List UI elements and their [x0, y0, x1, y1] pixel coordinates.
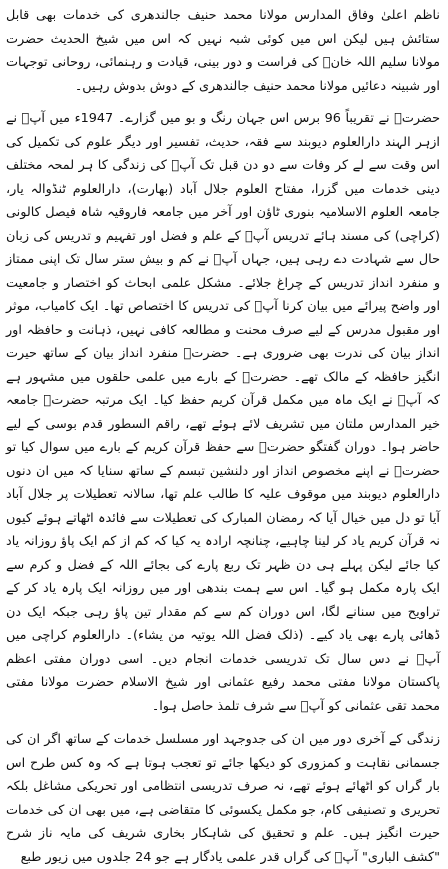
- article-paragraph-1: ناظم اعلیٰ وفاق المدارس مولانا محمد حنیف جالندھری کی خدمات بھی قابل ستائش ہیں لیکن اس میں کوئی شبہ نہیں کہ اس میں شیخ الحدیث حضرت مولانا سلیم اللہ خانؒ کی فراست و دور بینی، قیادت و رہنمائی، روحانی توجہات اور شبینہ دعائیں مولانا محمد حنیف جالندھری کے دوش بدوش رہیں۔: [6, 8, 440, 94]
- article-paragraph-3: زندگی کے آخری دور میں ان کی جدوجہد اور مسلسل خدمات کے ساتھ اگر ان کی جسمانی نقاہت و کمزوری کو دیکھا جائے تو تعجب ہوتا ہے کہ وہ کس طرح اس بار گراں کو اٹھائے ہوئے تھے، نہ صرف تدریسی انتظامی اور تحریکی مشاغل بلکہ تحریری و تصنیفی کام، جو مکمل یکسوئی کا متقاضی ہے، میں بھی ان کی خدمات حیرت انگیز ہیں۔ علم و تحقیق کی شاہکار بخاری شریف کی مایہ ناز شرح "کشف الباری" آپؒ کی گراں قدر علمی یادگار ہے جو 24 جلدوں میں زیور طبع: [6, 732, 440, 865]
- article-paragraph-2: حضرتؒ نے تقریباً 96 برس اس جہان رنگ و بو میں گزارے۔ 1947ء میں آپؒ نے ازہر الہند دارالعلوم دیوبند سے فقہ، حدیث، تفسیر اور دیگر علوم کی تکمیل کی اس وقت سے لے کر وفات سے دو دن قبل تک آپؒ کی زندگی کا ہر لمحہ مختلف دینی خدمات میں گزرا، مفتاح العلوم جلال آباد (بھارت)، دارالعلوم ٹنڈوالہ یار، جامعہ العلوم الاسلامیہ بنوری ٹاؤن اور آخر میں جامعہ فاروقیہ شاہ فیصل کالونی (کراچی) کی مسند ہائے تدریس آپؒ کے علم و فضل اور تفہیم و تدریس کی زبان حال سے شہادت دے رہی ہیں، جہاں آپؒ نے کم و بیش ستر سال تک اپنی ممتاز و منفرد انداز تدریس کے چراغ جلائے۔ مشکل علمی ابحاث کو اختصار و جامعیت اور واضح پیرائے میں بیان کرنا آپؒ کی تدریس کا اختصاص تھا۔ ایک کامیاب، موثر اور مقبول مدرس کے لیے صرف محنت و مطالعہ کافی نہیں، ذہانت و حافظہ اور انداز بیان کی ندرت بھی ضروری ہے۔ حضرتؒ منفرد انداز بیان کے ساتھ حیرت انگیز حافظہ کے مالک تھے۔ حضرتؒ کے بارے میں علمی حلقوں میں مشہور ہے کہ آپؒ نے ایک ماہ میں مکمل قرآن کریم حفظ کیا۔ ایک مرتبہ حضرتؒ جامعہ خیر المدارس ملتان میں تشریف لائے ہوئے تھے، راقم السطور قدم بوسی کے لیے حاضر ہوا۔ دوران گفتگو حضرتؒ سے حفظ قرآن کریم کے بارے میں سوال کیا تو حضرتؒ نے اپنے مخصوص انداز اور دلنشین تبسم کے ساتھ سنایا کہ میں ان دنوں دارالعلوم دیوبند میں موقوف علیہ کا طالب علم تھا، سالانہ تعطیلات پر جلال آباد آیا تو دل میں خیال آیا کہ رمضان المبارک کی تعطیلات سے فائدہ اٹھاتے ہوئے کیوں نہ قرآن کریم یاد کر لینا چاہیے، چنانچہ ارادہ یہ کیا کہ کم از کم ایک پاؤ روزانہ یاد کیا جائے لیکن پہلے ہی دن ظہر تک ربع پارے کی بجائے اللہ کے فضل و کرم سے ایک پارہ مکمل ہو گیا۔ اس سے ہمت بندھی اور میں روزانہ ایک پارہ یاد کر کے تراویح میں سنانے لگا، اس دوران کم سے کم مقدار تین پاؤ رہی جبکہ ایک دن ڈھائی پارے بھی یاد کیے۔ (ذلک فضل اللہ یوتیہ من یشاء)۔ دارالعلوم کراچی میں آپؒ نے دس سال تک تدریسی خدمات انجام دیں۔ اسی دوران مفتی اعظم پاکستان مولانا مفتی محمد رفیع عثمانی اور شیخ الاسلام حضرت مولانا مفتی محمد تقی عثمانی کو آپؒ سے شرف تلمذ حاصل ہوا۔: [6, 111, 440, 714]
